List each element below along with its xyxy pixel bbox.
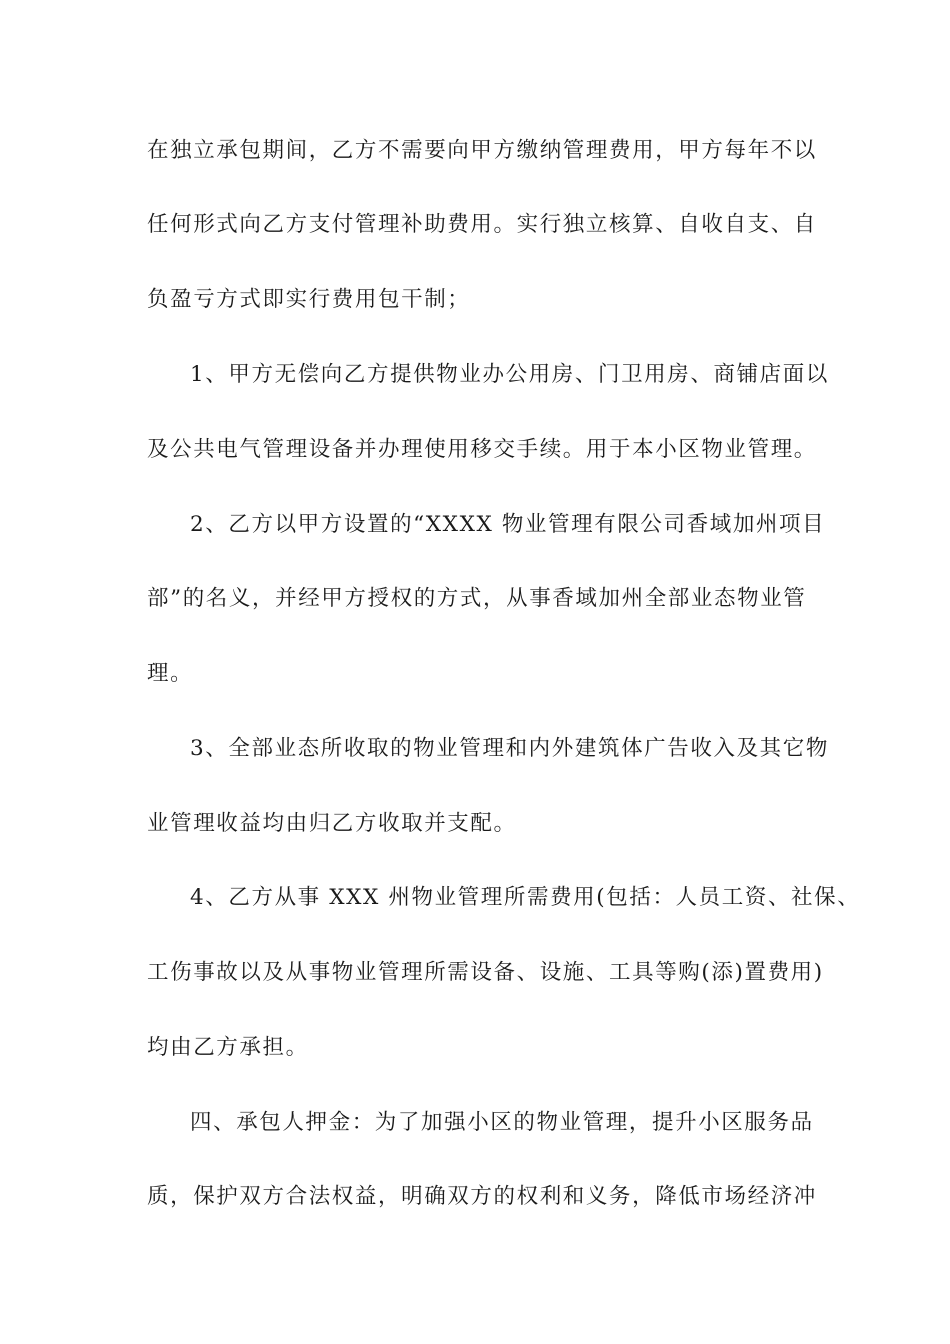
paragraph-line: 部”的名义，并经甲方授权的方式，从事香域加州全部业态物业管	[147, 586, 807, 611]
paragraph-line: 负盈亏方式即实行费用包干制；	[147, 287, 471, 312]
paragraph-line: 4、乙方从事 XXX 州物业管理所需费用(包括：人员工资、社保、	[190, 885, 861, 910]
paragraph-line: 1、甲方无偿向乙方提供物业办公用房、门卫用房、商铺店面以	[190, 362, 829, 387]
paragraph-line: 业管理收益均由归乙方收取并支配。	[147, 811, 517, 836]
paragraph-line: 及公共电气管理设备并办理使用移交手续。用于本小区物业管理。	[147, 437, 817, 462]
paragraph-line: 任何形式向乙方支付管理补助费用。实行独立核算、自收自支、自	[147, 212, 817, 237]
paragraph-line: 质，保护双方合法权益，明确双方的权利和义务，降低市场经济冲	[147, 1184, 817, 1209]
paragraph-line: 均由乙方承担。	[147, 1035, 309, 1060]
paragraph-line: 四、承包人押金：为了加强小区的物业管理，提升小区服务品	[190, 1110, 814, 1135]
paragraph-line: 工伤事故以及从事物业管理所需设备、设施、工具等购(添)置费用)	[147, 960, 824, 985]
paragraph-line: 理。	[147, 661, 194, 686]
paragraph-line: 3、全部业态所收取的物业管理和内外建筑体广告收入及其它物	[190, 736, 829, 761]
paragraph-line: 2、乙方以甲方设置的“XXXX 物业管理有限公司香域加州项目	[190, 512, 826, 537]
paragraph-line: 在独立承包期间，乙方不需要向甲方缴纳管理费用，甲方每年不以	[147, 138, 817, 163]
